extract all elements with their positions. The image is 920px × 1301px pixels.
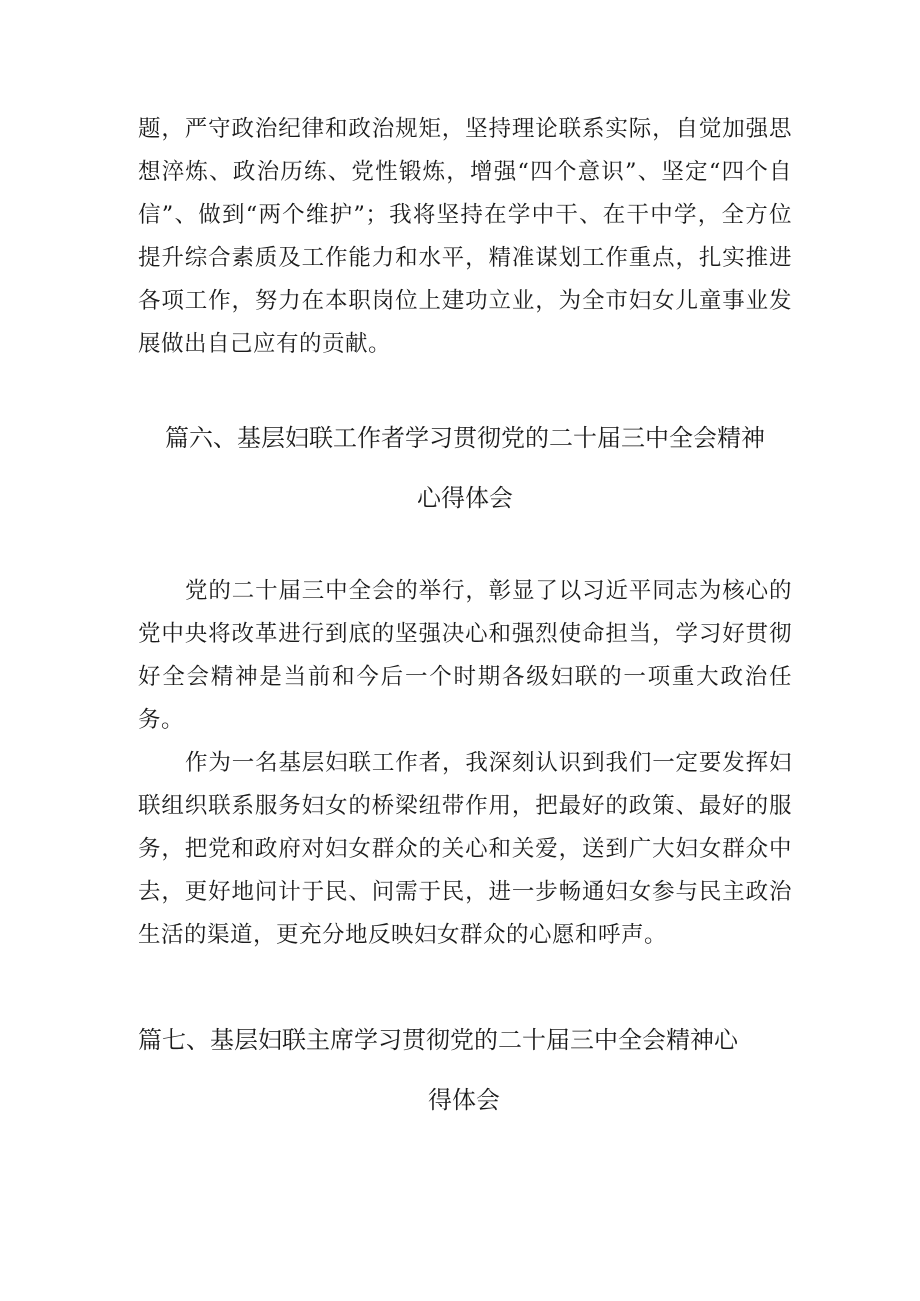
section6-paragraph-2: 作为一名基层妇联工作者，我深刻认识到我们一定要发挥妇联组织联系服务妇女的桥梁纽带作用，把最好的政策、最好的服务，把党和政府对妇女群众的关心和关爱，送到广大妇女群众中去，更好地问计于民、问需于民，进一步畅通妇女参与民主政治生活的渠道，更充分地反映妇女群众的心愿和呼声。 <box>138 750 792 948</box>
continuation-paragraph: 题，严守政治纪律和政治规矩，坚持理论联系实际，自觉加强思想淬炼、政治历练、党性锻炼，增强“四个意识”、坚定“四个自信”、做到“两个维护”；我将坚持在学中干、在干中学，全方位提升综合素质及工作能力和水平，精准谋划工作重点，扎实推进各项工作，努力在本职岗位上建功立业，为全市妇女儿童事业发展做出自己应有的贡献。 <box>138 116 792 357</box>
section7-title-line1: 篇七、基层妇联主席学习贯彻党的二十届三中全会精神心 <box>138 1026 738 1054</box>
section6-title-line1: 篇六、基层妇联工作者学习贯彻党的二十届三中全会精神 <box>165 424 765 452</box>
section6-title-line2: 心得体会 <box>417 484 513 512</box>
section6-title <box>120 408 810 528</box>
section6-paragraph-1: 党的二十届三中全会的举行，彰显了以习近平同志为核心的党中央将改革进行到底的坚强决心和强烈使命担当，学习好贯彻好全会精神是当前和今后一个时期各级妇联的一项重大政治任务。 <box>138 578 792 733</box>
section7-title <box>138 1010 788 1130</box>
section7-title-line2: 得体会 <box>428 1086 500 1114</box>
